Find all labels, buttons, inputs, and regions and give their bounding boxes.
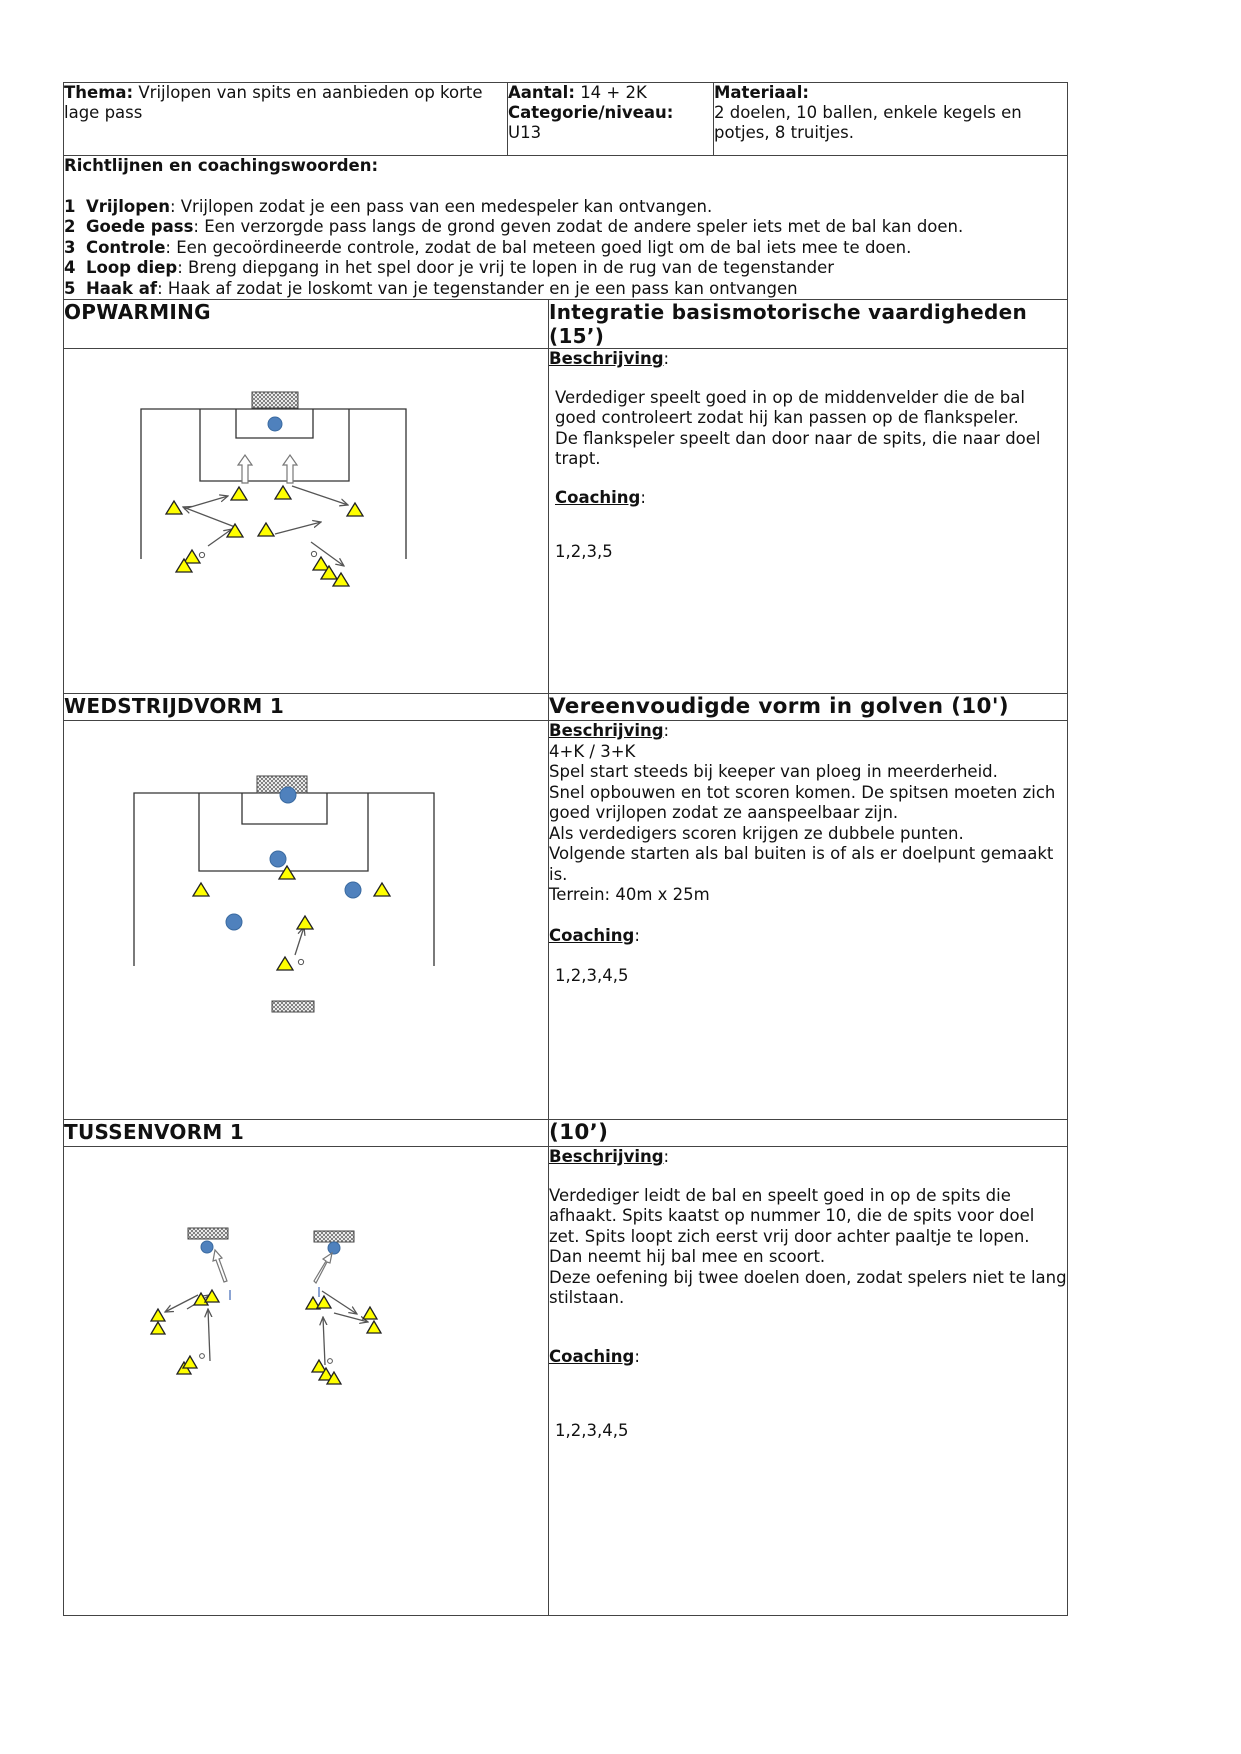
section-title-row — [64, 1120, 1068, 1147]
diagram-tussenvorm — [64, 1147, 549, 1616]
guideline-sep: : — [165, 237, 177, 257]
player-triangle-icon — [151, 1322, 165, 1334]
guideline-number: 2 — [64, 217, 76, 236]
thema-value: Vrijlopen van spits en aanbieden op korte lage pass — [64, 83, 483, 122]
ball-icon — [200, 1354, 205, 1359]
section-name: WEDSTRIJDVORM 1 — [64, 694, 549, 721]
player-circle-icon — [345, 882, 361, 898]
section-name: TUSSENVORM 1 — [64, 1120, 549, 1147]
section-name: OPWARMING — [64, 300, 549, 349]
description-text: Terrein: 40m x 25m — [549, 885, 710, 904]
guideline-item — [64, 258, 1067, 279]
balls — [200, 1354, 333, 1364]
section-subtitle: (10’) — [549, 1120, 1068, 1147]
player-circle-icon — [328, 1242, 340, 1254]
materiaal-value: 2 doelen, 10 ballen, enkele kegels en potjes, 8 truitjes. — [714, 103, 1022, 142]
aantal-label: Aantal: — [508, 83, 575, 102]
section-title-row — [64, 694, 1068, 721]
section-description: Beschrijving: Verdediger leidt de bal en speelt goed in op de spits die afhaakt. Spits kaatst op nummer 10, die de spits voor doel zet. Spits loopt zich eerst vrij door achter paaltje te lopen. Dan neemt hij bal mee en scoort. Deze oefening bij twee doelen doen, zodat spelers niet te lang stilstaan. Coaching: 1,2,3,4,5 — [549, 1147, 1068, 1616]
goal-icon — [188, 1228, 228, 1239]
section-body-row — [64, 1147, 1068, 1616]
player-triangle-icon — [151, 1309, 165, 1321]
player-triangle-icon — [279, 866, 295, 879]
poles — [230, 1287, 319, 1300]
section-subtitle: Vereenvoudigde vorm in golven (10') — [549, 694, 1068, 721]
balls — [199, 551, 316, 557]
description-text: Dan neemt hij bal mee en scoort. — [549, 1247, 826, 1266]
header-row — [64, 83, 1068, 156]
guideline-sep: : — [193, 217, 205, 236]
player-triangle-icon — [347, 503, 363, 516]
training-sheet — [63, 82, 1067, 1616]
player-triangle-icon — [277, 957, 293, 970]
player-triangle-icon — [205, 1290, 219, 1302]
beschrijving-label: Beschrijving — [549, 721, 664, 740]
diagram-opwarming — [64, 349, 549, 694]
pass-arrow-icon — [295, 927, 304, 955]
guideline-text: Een verzorgde pass langs de grond geven zodat de andere speler iets met de bal kan doen. — [204, 217, 964, 236]
player-triangle-icon — [317, 1296, 331, 1308]
goal-icon — [314, 1231, 354, 1242]
players-blue — [226, 787, 361, 930]
players-yellow — [193, 866, 390, 970]
description-text: De flankspeler speelt dan door naar de spits, die naar doel trapt. — [555, 428, 1041, 468]
player-triangle-icon — [231, 487, 247, 500]
player-triangle-icon — [297, 916, 313, 929]
guidelines-row — [64, 156, 1068, 300]
guideline-term: Vrijlopen — [85, 196, 170, 216]
guideline-number: 3 — [64, 237, 76, 257]
section-body-row — [64, 721, 1068, 1120]
player-triangle-icon — [166, 501, 182, 514]
guideline-sep: : — [157, 278, 168, 298]
player-circle-icon — [226, 914, 242, 930]
guideline-item — [64, 279, 1067, 300]
description-text: Deze oefening bij twee doelen doen, zodat spelers niet te lang stilstaan. — [549, 1267, 1067, 1307]
coaching-value: 1,2,3,4,5 — [555, 1421, 629, 1440]
player-triangle-icon — [367, 1321, 381, 1333]
description-text: Spel start steeds bij keeper van ploeg in meerderheid. — [549, 762, 998, 781]
description-text: Volgende starten als bal buiten is of als er doelpunt gemaakt is. — [549, 844, 1054, 884]
goal-icon — [252, 392, 298, 408]
materiaal-label: Materiaal: — [714, 83, 809, 102]
categorie-label: Categorie/niveau: — [508, 103, 674, 122]
field-diagram-1 — [64, 349, 549, 693]
guideline-term: Goede pass — [85, 217, 194, 236]
guideline-item — [64, 238, 1067, 259]
guideline-number: 1 — [64, 196, 76, 216]
thema-label: Thema: — [64, 83, 134, 102]
player-triangle-icon — [183, 1356, 197, 1368]
guideline-text: Haak af zodat je loskomt van je tegenstander en je een pass kan ontvangen — [167, 278, 798, 298]
coaching-value: 1,2,3,4,5 — [555, 966, 629, 985]
guidelines-cell — [64, 156, 1068, 300]
player-triangle-icon — [374, 883, 390, 896]
section-subtitle: Integratie basismotorische vaardigheden (15’) — [549, 300, 1068, 349]
guideline-term: Controle — [85, 237, 166, 257]
description-text: Als verdedigers scoren krijgen ze dubbele punten. — [549, 823, 964, 843]
section-description: Beschrijving: 4+K / 3+K Spel start steeds bij keeper van ploeg in meerderheid. Snel opbouwen en tot scoren komen. De spitsen moeten zich goed vrijlopen zodat ze aanspeelbaar zijn. Als verdedigers scoren krijgen ze dubbele punten. Volgende starten als bal buiten is of als er doelpunt gemaakt is. Terrein: 40m x 25m Coaching: 1,2,3,4,5 — [549, 721, 1068, 1120]
aantal-cell — [508, 83, 714, 156]
coaching-label: Coaching — [549, 925, 635, 945]
player-triangle-icon — [363, 1307, 377, 1319]
player-triangle-icon — [312, 1360, 326, 1372]
description-text: Verdediger leidt de bal en speelt goed in op de spits die afhaakt. Spits kaatst op nummer 10, die de spits voor doel zet. Spits loopt zich eerst vrij door achter paaltje te lopen. — [549, 1185, 1035, 1246]
player-circle-icon — [280, 787, 296, 803]
field-diagram-2 — [64, 721, 549, 1119]
guideline-number: 4 — [64, 258, 76, 277]
player-circle-icon — [270, 851, 286, 867]
beschrijving-label: Beschrijving — [549, 1147, 664, 1166]
guideline-sep: : — [169, 196, 181, 216]
goal-icon — [272, 1001, 314, 1012]
coaching-label: Coaching — [549, 1346, 635, 1366]
diagram-wedstrijdvorm — [64, 721, 549, 1120]
player-triangle-icon — [313, 557, 329, 570]
ball-icon — [311, 551, 316, 556]
player-circle-icon — [268, 417, 282, 431]
run-arrow-icon — [238, 455, 297, 483]
description-text: Verdediger speelt goed in op de middenvelder die de bal goed controleert zodat hij kan passen op de flankspeler. — [555, 387, 1025, 427]
section-body-row — [64, 349, 1068, 694]
categorie-value: U13 — [508, 123, 542, 142]
coaching-value: 1,2,3,5 — [555, 542, 613, 561]
guideline-item — [64, 197, 1067, 218]
guideline-text: Vrijlopen zodat je een pass van een medespeler kan ontvangen. — [180, 196, 713, 216]
player-triangle-icon — [194, 1293, 208, 1305]
player-triangle-icon — [184, 550, 200, 563]
player-circle-icon — [201, 1241, 213, 1253]
run-arrow-icon — [213, 1250, 332, 1283]
description-text: Snel opbouwen en tot scoren komen. De spitsen moeten zich goed vrijlopen zodat ze aanspeelbaar zijn. — [549, 782, 1056, 822]
guidelines-title: Richtlijnen en coachingswoorden: — [64, 156, 379, 175]
ball-icon — [328, 1359, 333, 1364]
description-text: 4+K / 3+K — [549, 741, 636, 761]
guideline-text: Breng diepgang in het spel door je vrij te lopen in de rug van de tegenstander — [188, 258, 835, 277]
coaching-label: Coaching — [555, 487, 641, 507]
guideline-sep: : — [177, 258, 189, 277]
player-triangle-icon — [258, 523, 274, 536]
ball-icon — [298, 959, 303, 964]
beschrijving-label: Beschrijving — [549, 349, 664, 368]
guideline-number: 5 — [64, 278, 76, 298]
players-yellow — [166, 486, 363, 586]
aantal-value: 14 + 2K — [580, 83, 647, 102]
training-table — [63, 82, 1068, 1616]
thema-cell — [64, 83, 508, 156]
player-triangle-icon — [193, 883, 209, 896]
section-description: Beschrijving: Verdediger speelt goed in op de middenvelder die de bal goed controleert zodat hij kan passen op de flankspeler. De flankspeler speelt dan door naar de spits, die naar doel trapt. Coaching: 1,2,3,5 — [549, 349, 1068, 694]
guideline-term: Haak af — [85, 278, 158, 298]
ball-icon — [199, 552, 204, 557]
guideline-term: Loop diep — [85, 258, 178, 277]
guideline-item — [64, 217, 1067, 238]
guideline-text: Een gecoördineerde controle, zodat de bal meteen goed ligt om de bal iets mee te doen. — [176, 237, 912, 257]
section-title-row — [64, 300, 1068, 349]
field-diagram-3 — [64, 1147, 549, 1615]
players-yellow — [151, 1290, 381, 1384]
player-triangle-icon — [275, 486, 291, 499]
materiaal-cell — [714, 83, 1068, 156]
